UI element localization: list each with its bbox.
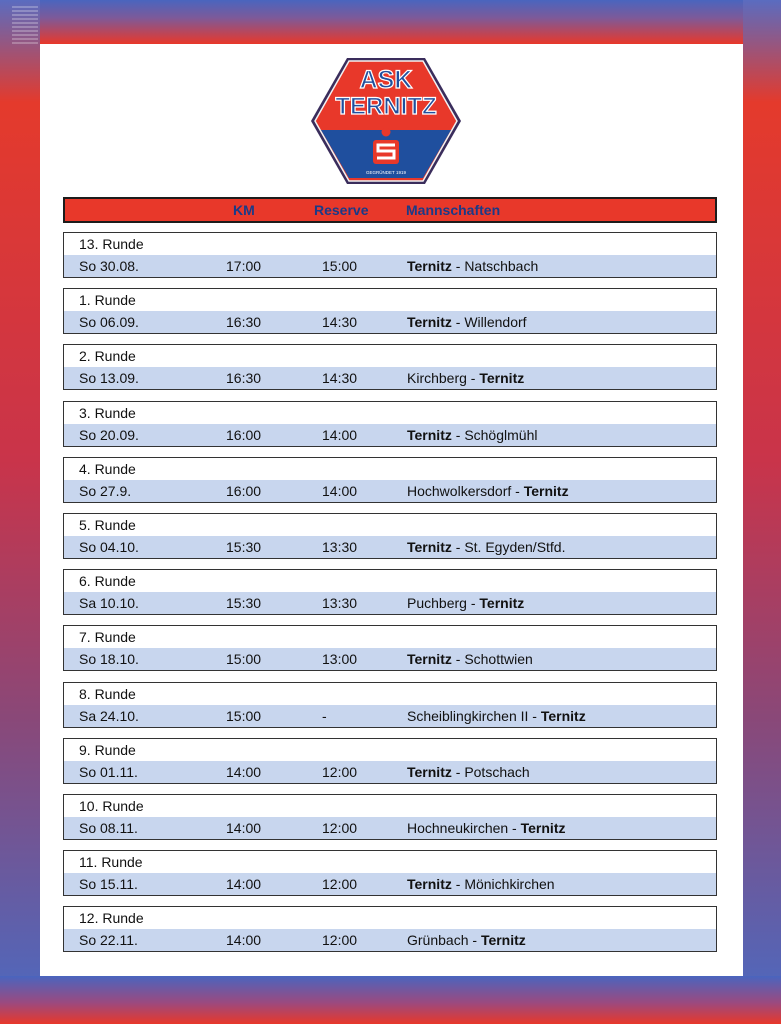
home-team: Kirchberg bbox=[407, 370, 467, 387]
round-block bbox=[63, 513, 717, 559]
round-block bbox=[63, 682, 717, 728]
round-block bbox=[63, 794, 717, 840]
home-team: Hochneukirchen bbox=[407, 820, 509, 836]
match-date: Sa 24.10. bbox=[79, 707, 139, 724]
match-reserve-time: 13:30 bbox=[322, 539, 358, 555]
match-date: So 01.11. bbox=[79, 763, 138, 780]
match-row bbox=[64, 367, 716, 389]
round-title: 8. Runde bbox=[79, 685, 136, 702]
match-reserve-time: 15:00 bbox=[322, 258, 358, 274]
match-teams bbox=[407, 370, 524, 386]
team-separator: - bbox=[451, 258, 465, 274]
logo-text-ask: ASK bbox=[359, 66, 413, 94]
round-title: 4. Runde bbox=[79, 460, 136, 477]
home-team: Ternitz bbox=[407, 314, 452, 331]
match-date: So 27.9. bbox=[79, 482, 132, 499]
away-team: Ternitz bbox=[479, 370, 525, 387]
match-km-time: 16:00 bbox=[226, 482, 262, 499]
team-separator: - bbox=[451, 426, 465, 443]
match-row bbox=[64, 480, 716, 502]
match-teams bbox=[407, 651, 533, 667]
match-teams bbox=[407, 764, 530, 780]
match-reserve-time: 14:00 bbox=[322, 426, 358, 443]
match-date: So 15.11. bbox=[79, 876, 138, 893]
match-teams bbox=[407, 595, 524, 611]
match-row bbox=[64, 761, 716, 783]
match-km-time: 14:00 bbox=[226, 932, 262, 949]
home-team: Hochwolkersdorf bbox=[407, 482, 512, 499]
frame-corner-stripe bbox=[12, 6, 38, 46]
match-teams bbox=[407, 539, 565, 555]
home-team: Puchberg bbox=[407, 595, 467, 612]
match-date: So 30.08. bbox=[79, 258, 139, 274]
match-row bbox=[64, 648, 716, 670]
home-team: Ternitz bbox=[407, 426, 452, 443]
frame-top-border bbox=[0, 0, 781, 44]
match-row bbox=[64, 311, 716, 333]
match-km-time: 14:00 bbox=[226, 876, 262, 893]
match-reserve-time: 14:00 bbox=[322, 482, 358, 499]
schedule-page bbox=[40, 44, 743, 976]
team-separator: - bbox=[451, 876, 465, 893]
match-date: So 06.09. bbox=[79, 314, 139, 331]
match-teams bbox=[407, 932, 526, 948]
round-title: 10. Runde bbox=[79, 798, 144, 814]
match-teams bbox=[407, 876, 555, 892]
match-km-time: 14:00 bbox=[226, 763, 262, 780]
round-block bbox=[63, 288, 717, 334]
match-date: So 08.11. bbox=[79, 820, 138, 836]
round-title: 1. Runde bbox=[79, 292, 136, 309]
match-date: So 18.10. bbox=[79, 651, 139, 668]
match-teams bbox=[407, 483, 569, 499]
home-team: Ternitz bbox=[407, 763, 452, 780]
home-team: Ternitz bbox=[407, 539, 452, 555]
team-separator: - bbox=[508, 820, 521, 836]
away-team: Ternitz bbox=[540, 707, 586, 724]
header-teams: Mannschaften bbox=[406, 202, 501, 218]
match-reserve-time: 14:30 bbox=[322, 314, 358, 331]
match-reserve-time: 12:00 bbox=[322, 932, 358, 949]
round-block bbox=[63, 569, 717, 615]
round-block bbox=[63, 625, 717, 671]
away-team: Natschbach bbox=[464, 258, 539, 274]
away-team: Potschach bbox=[464, 763, 530, 780]
match-km-time: 14:00 bbox=[226, 820, 262, 836]
away-team: Ternitz bbox=[520, 820, 566, 836]
match-row bbox=[64, 705, 716, 727]
home-team: Ternitz bbox=[407, 876, 452, 893]
frame-right-border bbox=[743, 0, 781, 1024]
round-block bbox=[63, 401, 717, 447]
match-reserve-time: 14:30 bbox=[322, 370, 358, 387]
match-date: So 22.11. bbox=[79, 932, 138, 949]
match-teams bbox=[407, 708, 586, 724]
round-title: 12. Runde bbox=[79, 910, 144, 927]
match-date: So 20.09. bbox=[79, 426, 139, 443]
round-title: 2. Runde bbox=[79, 348, 136, 365]
match-row bbox=[64, 592, 716, 614]
match-row bbox=[64, 424, 716, 446]
round-block bbox=[63, 232, 717, 278]
round-block bbox=[63, 738, 717, 784]
home-team: Scheiblingkirchen II bbox=[407, 707, 529, 724]
match-row bbox=[64, 255, 716, 277]
round-block bbox=[63, 457, 717, 503]
away-team: Ternitz bbox=[523, 482, 569, 499]
round-title: 3. Runde bbox=[79, 404, 136, 421]
match-row bbox=[64, 536, 716, 558]
match-teams bbox=[407, 427, 537, 443]
match-reserve-time: - bbox=[322, 707, 327, 724]
match-row bbox=[64, 817, 716, 839]
match-reserve-time: 12:00 bbox=[322, 876, 358, 893]
team-separator: - bbox=[466, 370, 480, 387]
match-reserve-time: 13:00 bbox=[322, 651, 358, 668]
match-reserve-time: 12:00 bbox=[322, 763, 358, 780]
away-team: Willendorf bbox=[464, 314, 527, 331]
away-team: Ternitz bbox=[480, 932, 526, 949]
match-date: So 13.09. bbox=[79, 370, 139, 387]
schedule-header-bar bbox=[63, 197, 717, 223]
team-separator: - bbox=[451, 651, 465, 668]
away-team: St. Egyden/Stfd. bbox=[464, 539, 566, 555]
header-km: KM bbox=[233, 202, 255, 218]
team-separator: - bbox=[528, 707, 541, 724]
match-km-time: 15:30 bbox=[226, 595, 262, 612]
match-teams bbox=[407, 314, 527, 330]
match-date: So 04.10. bbox=[79, 539, 139, 555]
match-km-time: 17:00 bbox=[226, 258, 262, 274]
away-team: Schöglmühl bbox=[464, 426, 538, 443]
frame-bottom-border bbox=[0, 976, 781, 1024]
frame-left-border bbox=[0, 0, 40, 1024]
round-title: 13. Runde bbox=[79, 236, 144, 252]
home-team: Ternitz bbox=[407, 651, 452, 668]
logo-founded-text: GEGRÜNDET 1919 bbox=[366, 170, 406, 175]
match-date: Sa 10.10. bbox=[79, 595, 139, 612]
round-title: 5. Runde bbox=[79, 517, 136, 533]
match-km-time: 16:30 bbox=[226, 370, 262, 387]
team-separator: - bbox=[468, 932, 481, 949]
away-team: Schottwien bbox=[464, 651, 533, 668]
home-team: Ternitz bbox=[407, 258, 452, 274]
match-reserve-time: 13:30 bbox=[322, 595, 358, 612]
team-separator: - bbox=[451, 314, 465, 331]
round-block bbox=[63, 344, 717, 390]
match-km-time: 15:30 bbox=[226, 539, 262, 555]
round-title: 6. Runde bbox=[79, 573, 136, 590]
team-separator: - bbox=[466, 595, 480, 612]
home-team: Grünbach bbox=[407, 932, 469, 949]
round-title: 9. Runde bbox=[79, 741, 136, 758]
logo-text-ternitz: TERNITZ bbox=[335, 93, 437, 120]
match-km-time: 16:00 bbox=[226, 426, 262, 443]
team-separator: - bbox=[451, 763, 465, 780]
club-logo bbox=[309, 56, 463, 186]
round-title: 11. Runde bbox=[79, 854, 143, 871]
away-team: Mönichkirchen bbox=[464, 876, 555, 893]
match-km-time: 15:00 bbox=[226, 707, 262, 724]
match-teams bbox=[407, 820, 565, 836]
match-km-time: 16:30 bbox=[226, 314, 262, 331]
away-team: Ternitz bbox=[479, 595, 525, 612]
match-row bbox=[64, 929, 716, 951]
round-block bbox=[63, 906, 717, 952]
round-block bbox=[63, 850, 717, 896]
team-separator: - bbox=[511, 482, 524, 499]
match-teams bbox=[407, 258, 538, 274]
match-row bbox=[64, 873, 716, 895]
team-separator: - bbox=[451, 539, 465, 555]
match-km-time: 15:00 bbox=[226, 651, 262, 668]
header-reserve: Reserve bbox=[314, 202, 369, 218]
match-reserve-time: 12:00 bbox=[322, 820, 358, 836]
round-title: 7. Runde bbox=[79, 629, 136, 646]
